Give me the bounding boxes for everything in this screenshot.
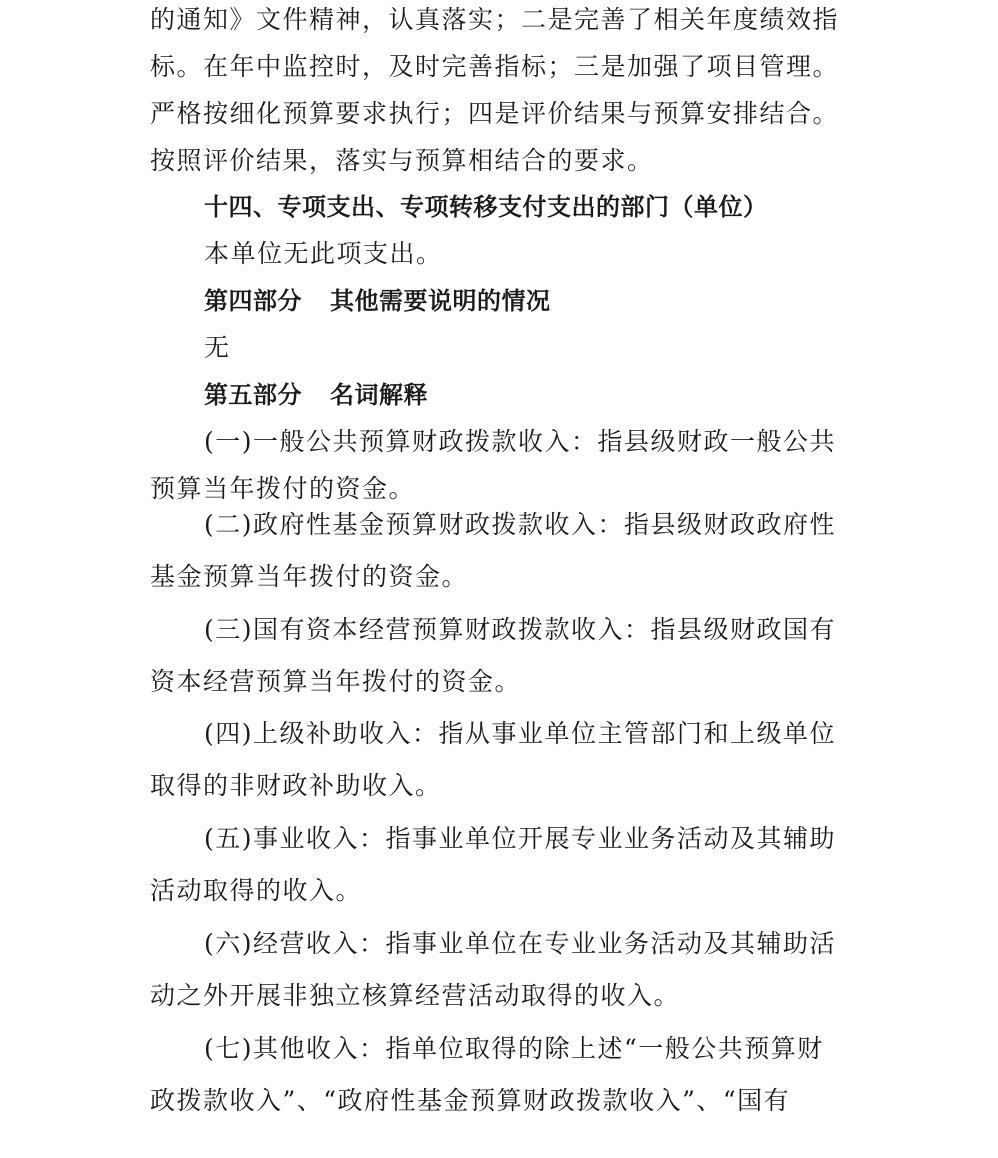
- term-line: (七)其他收入：指单位取得的除上述“一般公共预算财: [204, 1034, 824, 1063]
- part-body: 无: [204, 333, 231, 362]
- text-line: 的通知》文件精神，认真落实；二是完善了相关年度绩效指: [150, 5, 840, 34]
- term-line: 基金预算当年拨付的资金。: [150, 562, 469, 591]
- term-line: (二)政府性基金预算财政拨款收入：指县级财政政府性: [204, 510, 837, 539]
- term-line: 政拨款收入”、“政府性基金预算财政拨款收入”、“国有: [150, 1086, 791, 1115]
- part-heading: [204, 286, 551, 316]
- text-line: 严格按细化预算要求执行；四是评价结果与预算安排结合。: [150, 99, 840, 128]
- part-number: 第五部分: [204, 381, 302, 409]
- term-line: (三)国有资本经营预算财政拨款收入：指县级财政国有: [204, 615, 837, 644]
- term-line: 动之外开展非独立核算经营活动取得的收入。: [150, 981, 681, 1010]
- term-line: (一)一般公共预算财政拨款收入：指县级财政一般公共: [204, 427, 837, 456]
- text-line: 按照评价结果，落实与预算相结合的要求。: [150, 146, 654, 175]
- part-heading: [204, 380, 428, 410]
- section-heading: 十四、专项支出、专项转移支付支出的部门（单位）: [204, 193, 768, 221]
- part-number: 第四部分: [204, 287, 302, 315]
- section-body: 本单位无此项支出。: [204, 239, 443, 268]
- text-line: 标。在年中监控时，及时完善指标；三是加强了项目管理。: [150, 52, 840, 81]
- term-line: 资本经营预算当年拨付的资金。: [150, 667, 522, 696]
- part-title: 其他需要说明的情况: [330, 287, 551, 315]
- term-line: 取得的非财政补助收入。: [150, 771, 442, 800]
- term-line: 活动取得的收入。: [150, 876, 363, 905]
- part-title: 名词解释: [330, 381, 428, 409]
- term-line: (六)经营收入：指事业单位在专业业务活动及其辅助活: [204, 929, 837, 958]
- term-line: (五)事业收入：指事业单位开展专业业务活动及其辅助: [204, 824, 837, 853]
- term-line: (四)上级补助收入：指从事业单位主管部门和上级单位: [204, 719, 837, 748]
- term-line: 预算当年拨付的资金。: [150, 474, 416, 503]
